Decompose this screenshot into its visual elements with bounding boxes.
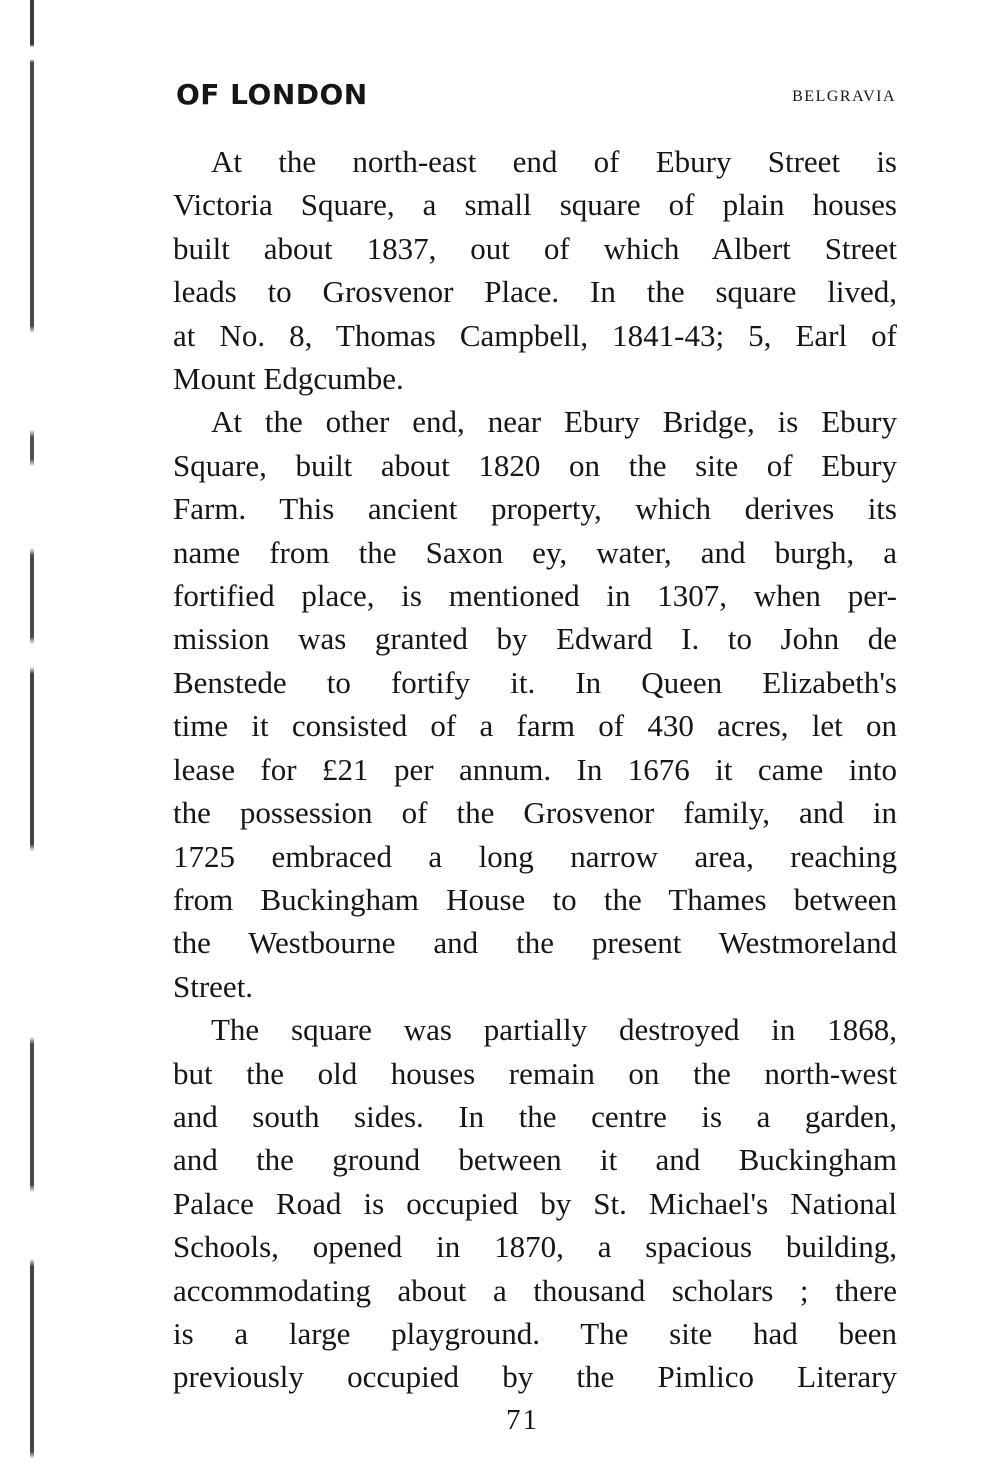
running-head: [176, 78, 896, 122]
text-line: previously occupied by the Pimlico Literary: [173, 1359, 897, 1395]
paragraph: [135, 140, 897, 400]
paragraph: [135, 400, 897, 1008]
text-line: from Buckingham House to the Thames between: [173, 881, 897, 917]
text-line: Street.: [173, 968, 254, 1004]
text-line: Victoria Square, a small square of plain houses: [173, 187, 897, 223]
text-line: the possession of the Grosvenor family, and in: [173, 795, 897, 831]
text-line: the Westbourne and the present Westmoreland: [173, 925, 897, 961]
text-line: At the other end, near Ebury Bridge, is Ebury: [211, 404, 897, 440]
page-number: 71: [506, 1404, 539, 1436]
text-line: Schools, opened in 1870, a spacious building,: [173, 1229, 897, 1265]
text-line: Palace Road is occupied by St. Michael's National: [173, 1185, 897, 1221]
text-line: lease for £21 per annum. In 1676 it came into: [173, 751, 897, 787]
paragraph: [135, 1008, 897, 1399]
text-line: time it consisted of a farm of 430 acres, let on: [173, 708, 897, 744]
running-head-section: BELGRAVIA: [792, 88, 896, 105]
text-line: leads to Grosvenor Place. In the square lived,: [173, 274, 897, 310]
text-line: accommodating about a thousand scholars ; there: [173, 1272, 897, 1308]
text-line: The square was partially destroyed in 1868,: [211, 1012, 897, 1048]
text-line: name from the Saxon ey, water, and burgh, a: [173, 534, 897, 570]
text-line: is a large playground. The site had been: [173, 1315, 897, 1351]
text-line: Square, built about 1820 on the site of Ebury: [173, 447, 897, 483]
text-line: at No. 8, Thomas Campbell, 1841-43; 5, Earl of: [173, 317, 897, 353]
text-line: mission was granted by Edward I. to John de: [173, 621, 897, 657]
text-line: fortified place, is mentioned in 1307, when per-: [173, 578, 897, 614]
text-line: and south sides. In the centre is a garden,: [173, 1098, 897, 1134]
text-line: At the north-east end of Ebury Street is: [211, 144, 897, 179]
text-line: built about 1837, out of which Albert Street: [173, 230, 897, 266]
binding-edge: [30, 0, 34, 1481]
text-line: and the ground between it and Buckingham: [173, 1142, 897, 1178]
running-head-title: OF LONDON: [176, 78, 368, 111]
text-line: Mount Edgcumbe.: [173, 361, 404, 397]
text-line: Benstede to fortify it. In Queen Elizabeth's: [173, 664, 897, 700]
body-text: [135, 140, 897, 1399]
text-line: but the old houses remain on the north-west: [173, 1055, 897, 1091]
text-line: Farm. This ancient property, which derives its: [173, 491, 897, 527]
text-line: 1725 embraced a long narrow area, reaching: [173, 838, 897, 874]
